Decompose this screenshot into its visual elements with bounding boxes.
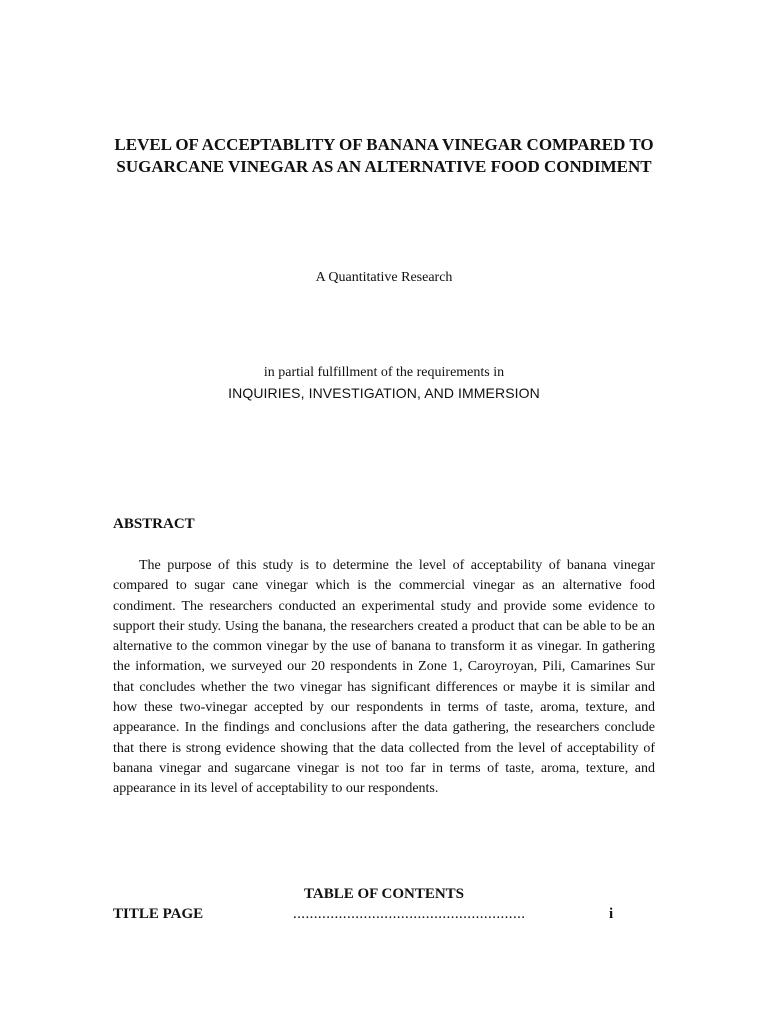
- fulfillment-line: in partial fulfillment of the requirements in: [263, 365, 505, 380]
- toc-entry-title-page: [113, 906, 623, 928]
- abstract-heading: ABSTRACT: [113, 516, 195, 532]
- toc-entry-label: TITLE PAGE: [113, 906, 204, 922]
- fulfillment-statement: [100, 362, 668, 404]
- toc-entry-page-number: i: [609, 906, 614, 922]
- toc-entry-leader: ........................................................: [293, 906, 526, 922]
- abstract-body: The purpose of this study is to determine the level of acceptability of banana vinegar compared to sugar cane vinegar which is the commercial vinegar as an alternative food condiment. The researchers conducted an experimental study and provide some evidence to support their study. Using the banana, the researchers created a product that can be able to be an alternative to the common vinegar by the use of banana to transform it as vinegar. In gathering the information, we surveyed our 20 respondents in Zone 1, Caroyroyan, Pili, Camarines Sur that concludes whether the two vinegar has significant differences or maybe it is similar and how these two-vinegar accepted by our respondents in terms of taste, aroma, texture, and appearance. In the findings and conclusions after the data gathering, the researchers conclude that there is strong evidence showing that the data collected from the level of acceptability of banana vinegar and sugarcane vinegar is not too far in terms of taste, aroma, texture, and appearance in its level of acceptability to our respondents.: [113, 558, 655, 797]
- toc-heading: TABLE OF CONTENTS: [303, 886, 465, 902]
- document-title: LEVEL OF ACCEPTABLITY OF BANANA VINEGAR COMPARED TO SUGARCANE VINEGAR AS AN ALTERNATIVE FOOD CONDIMENT: [114, 135, 654, 176]
- research-type: A Quantitative Research: [315, 270, 453, 285]
- course-name: INQUIRIES, INVESTIGATION, AND IMMERSION: [228, 385, 540, 401]
